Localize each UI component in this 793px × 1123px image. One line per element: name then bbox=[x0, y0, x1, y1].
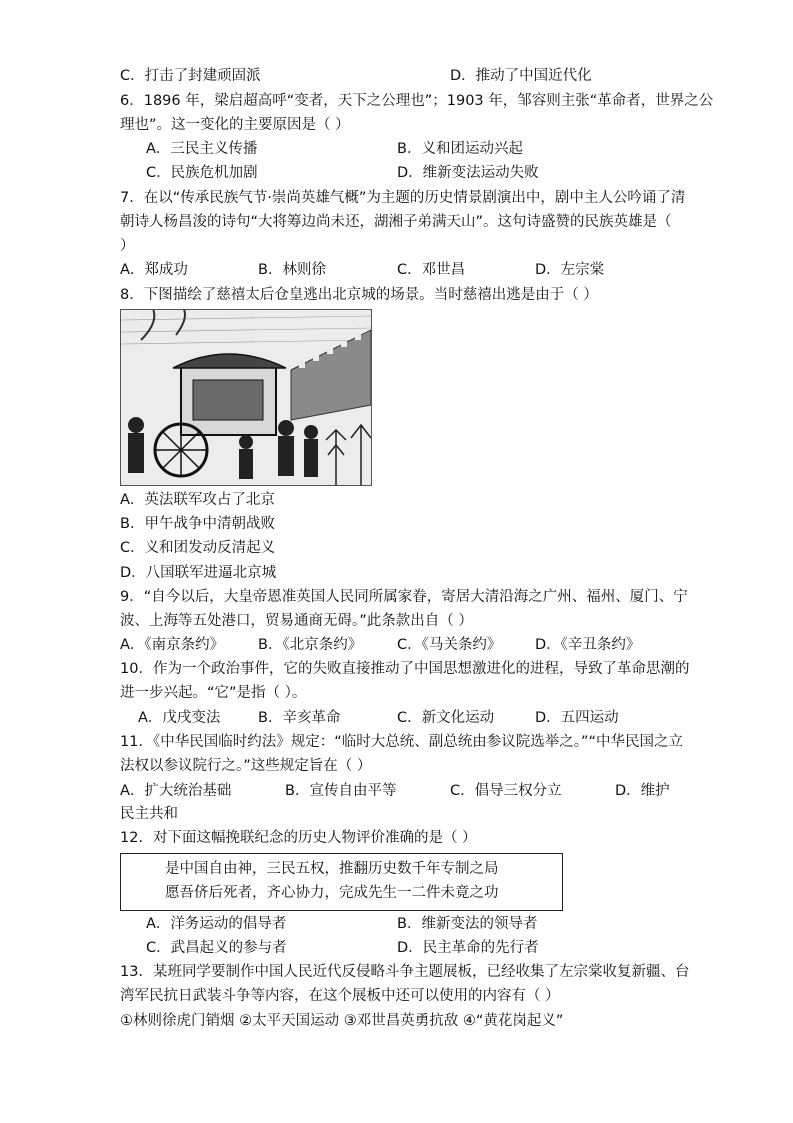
illustration-drawing bbox=[121, 310, 371, 485]
q11-stem-line2: 法权以参议院行之。”这些规定旨在（ ） bbox=[120, 758, 372, 774]
q6-option-c: C．民族危机加剧 bbox=[146, 165, 258, 181]
q10-stem-line1: 10．作为一个政治事件，它的失败直接推动了中国思想激进化的进程，导致了革命思潮的 bbox=[120, 661, 690, 677]
empress-dowager-flight-illustration bbox=[120, 309, 372, 486]
couplet-line2: 愿吾侪后死者，齐心协力，完成先生一二件未竟之功 bbox=[165, 885, 499, 901]
q8-option-d: D．八国联军进逼北京城 bbox=[120, 565, 277, 581]
q12-stem: 12．对下面这幅挽联纪念的历史人物评价准确的是（ ） bbox=[120, 830, 477, 846]
q11-option-b: B．宣传自由平等 bbox=[285, 783, 397, 799]
q11-option-a: A．扩大统治基础 bbox=[120, 783, 232, 799]
q13-items: ①林则徐虎门销烟 ②太平天国运动 ③邓世昌英勇抗敌 ④“黄花岗起义” bbox=[120, 1013, 564, 1029]
q6-option-d: D．维新变法运动失败 bbox=[397, 165, 539, 181]
q9-stem-line2: 波、上海等五处港口，贸易通商无碍。”此条款出自（ ） bbox=[120, 613, 473, 629]
q5-option-c: C．打击了封建顽固派 bbox=[120, 68, 261, 84]
q8-stem: 8．下图描绘了慈禧太后仓皇逃出北京城的场景。当时慈禧出逃是由于（ ） bbox=[120, 287, 598, 303]
q9-option-d: D．《辛丑条约》 bbox=[535, 637, 641, 653]
q8-option-b: B．甲午战争中清朝战败 bbox=[120, 516, 275, 532]
q7-stem-line1: 7．在以“传承民族气节·崇尚英雄气概”为主题的历史情景剧演出中，剧中主人公吟诵了清 bbox=[120, 190, 686, 206]
q7-option-c: C．邓世昌 bbox=[397, 262, 466, 278]
q9-option-b: B．《北京条约》 bbox=[258, 637, 363, 653]
q7-option-a: A．郑成功 bbox=[120, 262, 188, 278]
q6-stem-line2: 理也”。这一变化的主要原因是（ ） bbox=[120, 117, 350, 133]
q5-option-d: D．推动了中国近代化 bbox=[450, 68, 592, 84]
q11-option-d: D．维护 bbox=[615, 783, 670, 799]
q10-option-d: D．五四运动 bbox=[535, 710, 619, 726]
q8-option-a: A．英法联军攻占了北京 bbox=[120, 492, 275, 508]
couplet-line1: 是中国自由神，三民五权，推翻历史数千年专制之局 bbox=[165, 861, 499, 877]
q6-stem-line1: 6．1896 年，梁启超高呼“变者，天下之公理也”；1903 年，邹容则主张“革命者，世界之公 bbox=[120, 93, 714, 109]
q7-option-d: D．左宗棠 bbox=[535, 262, 605, 278]
q12-option-c: C．武昌起义的参与者 bbox=[146, 940, 287, 956]
q12-option-d: D．民主革命的先行者 bbox=[397, 940, 539, 956]
q13-stem-line2: 湾军民抗日武装斗争等内容，在这个展板中还可以使用的内容有（ ） bbox=[120, 988, 560, 1004]
q10-option-a: A．戊戌变法 bbox=[138, 710, 221, 726]
q9-option-a: A．《南京条约》 bbox=[120, 637, 225, 653]
q10-option-b: B．辛亥革命 bbox=[258, 710, 341, 726]
q12-option-a: A．洋务运动的倡导者 bbox=[146, 916, 287, 932]
q8-option-c: C．义和团发动反清起义 bbox=[120, 540, 276, 556]
q10-stem-line2: 进一步兴起。“它”是指（ ）。 bbox=[120, 685, 307, 701]
q7-stem-line3: ） bbox=[120, 238, 135, 254]
elegiac-couplet-box bbox=[120, 853, 563, 911]
q9-stem-line1: 9．“自今以后，大皇帝恩准英国人民同所属家眷，寄居大清沿海之广州、福州、厦门、宁 bbox=[120, 589, 688, 605]
q13-stem-line1: 13．某班同学要制作中国人民近代反侵略斗争主题展板，已经收集了左宗棠收复新疆、台 bbox=[120, 964, 690, 980]
q6-option-a: A．三民主义传播 bbox=[146, 141, 258, 157]
q7-stem-line2: 朝诗人杨昌浚的诗句“大将筹边尚未还，湖湘子弟满天山”。这句诗盛赞的民族英雄是（ bbox=[120, 214, 672, 230]
q11-option-c: C．倡导三权分立 bbox=[450, 783, 562, 799]
q10-option-c: C．新文化运动 bbox=[397, 710, 495, 726]
q6-option-b: B．义和团运动兴起 bbox=[397, 141, 523, 157]
q11-option-d-continued: 民主共和 bbox=[120, 806, 178, 822]
q12-option-b: B．维新变法的领导者 bbox=[397, 916, 538, 932]
q7-option-b: B．林则徐 bbox=[258, 262, 326, 278]
q11-stem-line1: 11．《中华民国临时约法》规定：“临时大总统、副总统由参议院选举之。”“中华民国之立 bbox=[120, 734, 683, 750]
q9-option-c: C．《马关条约》 bbox=[397, 637, 502, 653]
